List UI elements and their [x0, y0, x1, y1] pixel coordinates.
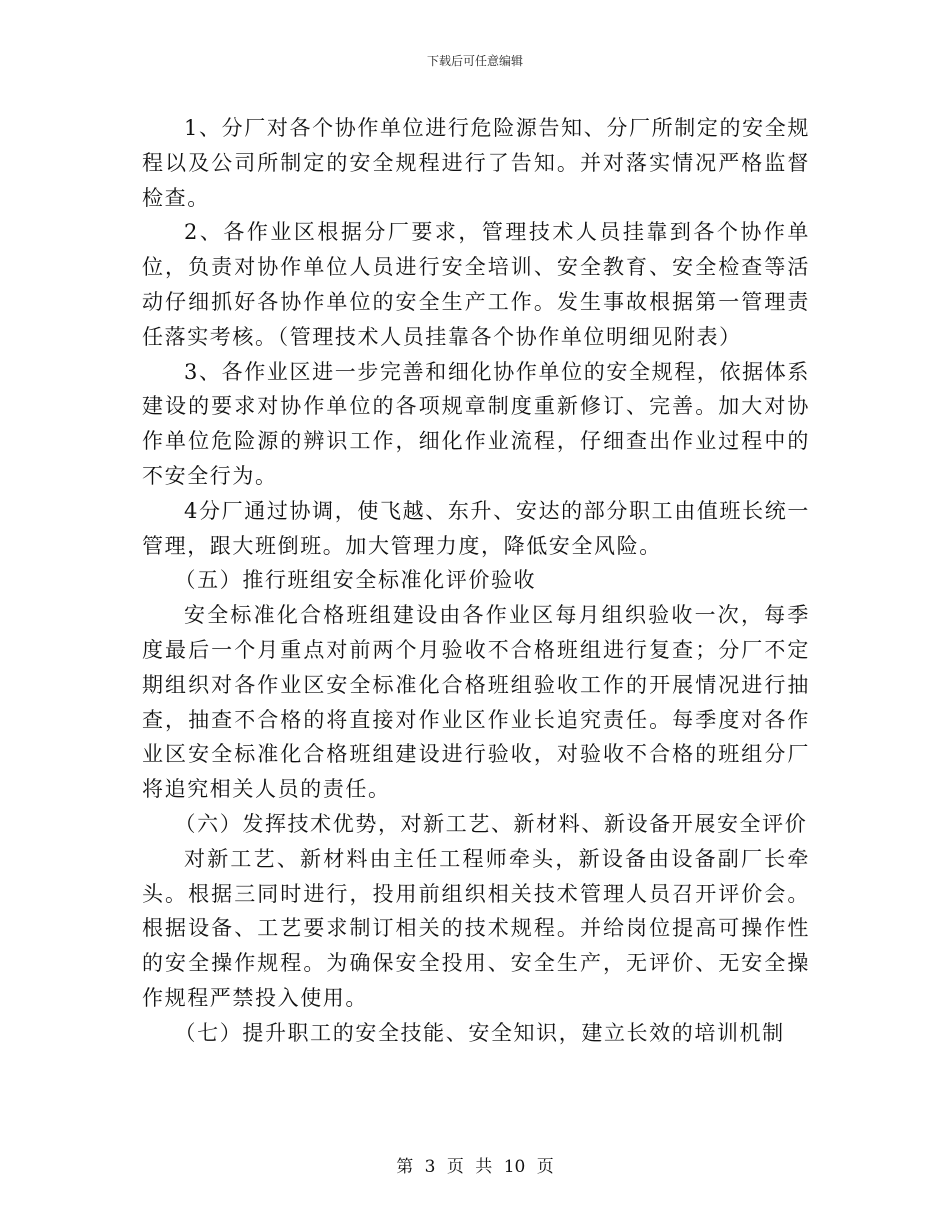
paragraph-item-3: 3、各作业区进一步完善和细化协作单位的安全规程，依据体系建设的要求对协作单位的各项规章制度重新修订、完善。加大对协作单位危险源的辨识工作，细化作业流程，仔细查出作业过程中的不安全行为。	[142, 359, 810, 488]
page-header: 下载后可任意编辑	[426, 54, 523, 68]
paragraph-item-2: 2、各作业区根据分厂要求，管理技术人员挂靠到各个协作单位，负责对协作单位人员进行安全培训、安全教育、安全检查等活动仔细抓好各协作单位的安全生产工作。发生事故根据第一管理责任落实考核。（管理技术人员挂靠各个协作单位明细见附表）	[142, 220, 810, 349]
section-heading-6: （六）发挥技术优势，对新工艺、新材料、新设备开展安全评价	[174, 811, 808, 836]
paragraph-item-1: 1、分厂对各个协作单位进行危险源告知、分厂所制定的安全规程以及公司所制定的安全规程进行了告知。并对落实情况严格监督检查。	[142, 116, 810, 210]
document-body	[142, 111, 810, 1051]
paragraph-section-6: 对新工艺、新材料由主任工程师牵头，新设备由设备副厂长牵头。根据三同时进行，投用前组织相关技术管理人员召开评价会。根据设备、工艺要求制订相关的技术规程。并给岗位提高可操作性的安全操作规程。为确保安全投用、安全生产，无评价、无安全操作规程严禁投入使用。	[142, 846, 810, 1010]
paragraph-section-5: 安全标准化合格班组建设由各作业区每月组织验收一次，每季度最后一个月重点对前两个月验收不合格班组进行复查；分厂不定期组织对各作业区安全标准化合格班组验收工作的开展情况进行抽查，抽查不合格的将直接对作业区作业长追究责任。每季度对各作业区安全标准化合格班组建设进行验收，对验收不合格的班组分厂将追究相关人员的责任。	[142, 603, 810, 802]
section-heading-5: （五）推行班组安全标准化评价验收	[174, 568, 537, 593]
page-footer: 第 3 页 共 10 页	[396, 1157, 554, 1177]
section-heading-7: （七）提升职工的安全技能、安全知识，建立长效的培训机制	[174, 1020, 785, 1045]
paragraph-item-4: 4分厂通过协调，使飞越、东升、安达的部分职工由值班长统一管理，跟大班倒班。加大管理力度，降低安全风险。	[142, 498, 810, 558]
